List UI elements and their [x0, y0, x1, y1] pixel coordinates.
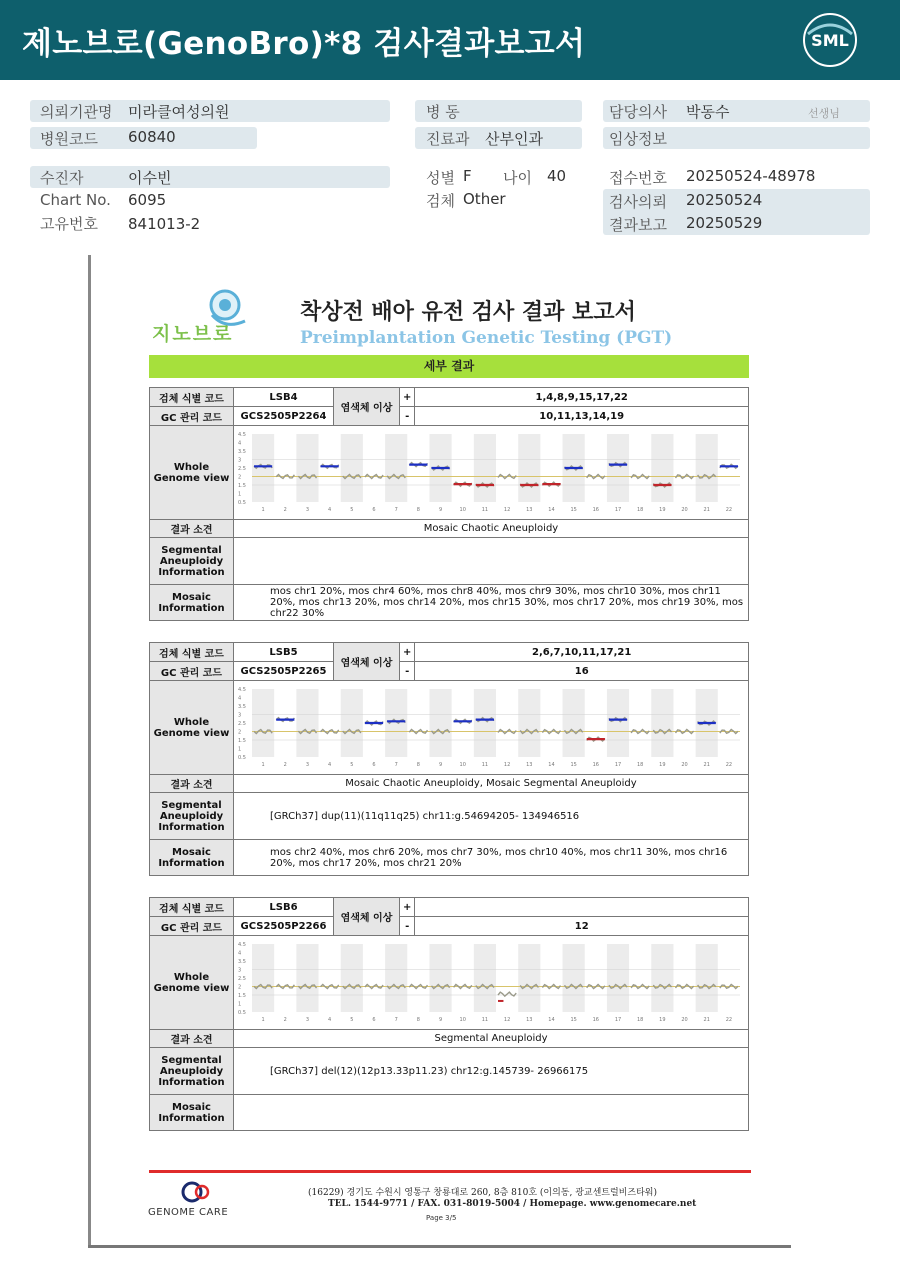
chromosome-band: [651, 689, 673, 757]
x-tick-label: 4: [328, 507, 332, 513]
genome-view-cell: [234, 936, 749, 1030]
x-tick-label: 22: [725, 1017, 733, 1023]
x-tick-label: 7: [394, 762, 398, 768]
header-bar: [0, 0, 900, 80]
institution-value: 미라클여성의원: [128, 103, 230, 121]
x-tick-label: 9: [438, 762, 443, 768]
x-tick-label: 3: [305, 507, 310, 513]
page-edge-left: [88, 255, 91, 1248]
abnormal-label: 염색체 이상: [334, 898, 400, 936]
segmental-label: Segmental Aneuploidy Information: [150, 1048, 234, 1095]
chromosome-band: [296, 434, 318, 502]
y-tick-label: 4.5: [238, 432, 246, 438]
x-tick-label: 21: [703, 507, 710, 513]
y-tick-label: 1: [238, 746, 242, 753]
chromosome-band: [518, 944, 540, 1012]
loss-chromosomes: 10,11,13,14,19: [415, 407, 749, 426]
sex-value: F: [463, 167, 472, 185]
result-label: 결과 소견: [150, 520, 234, 538]
report-value: 20250529: [686, 214, 763, 232]
segmental-label: Segmental Aneuploidy Information: [150, 538, 234, 585]
y-tick-label: 2: [238, 729, 242, 736]
x-tick-label: 19: [659, 1017, 666, 1023]
genome-chart: [236, 938, 744, 1024]
x-tick-label: 1: [261, 507, 265, 513]
y-tick-label: 1: [238, 1001, 242, 1008]
gain-sign: +: [400, 388, 415, 407]
chromosome-band: [474, 944, 496, 1012]
gc-code: GCS2505P2266: [234, 917, 334, 936]
x-tick-label: 19: [659, 507, 666, 513]
genome-care-text: GENOME CARE: [148, 1207, 229, 1218]
result-label: 결과 소견: [150, 1030, 234, 1048]
age-label: 나이: [503, 169, 532, 187]
x-tick-label: 4: [328, 1017, 332, 1023]
chromosome-band: [607, 689, 629, 757]
chromosome-band: [341, 944, 363, 1012]
y-tick-label: 4.5: [238, 942, 246, 948]
x-tick-label: 22: [725, 762, 733, 768]
footer-line: [149, 1170, 751, 1173]
chromosome-band: [252, 689, 274, 757]
y-tick-label: 0.5: [238, 755, 246, 761]
segmental-value: [GRCh37] dup(11)(11q11q25) chr11:g.54694205- 134946516: [234, 793, 749, 840]
x-tick-label: 5: [350, 507, 354, 513]
x-tick-label: 13: [526, 1017, 533, 1023]
id-value: 841013-2: [128, 215, 201, 233]
x-tick-label: 8: [416, 507, 420, 513]
x-tick-label: 14: [548, 507, 555, 513]
sample-code: LSB4: [234, 388, 334, 407]
footer-address: (16229) 경기도 수원시 영통구 창룡대로 260, 8층 810호 (이의동, 광교센트럴비즈타워): [308, 1188, 657, 1198]
x-tick-label: 12: [503, 762, 511, 768]
specimen-value: Other: [463, 190, 506, 208]
gc-code: GCS2505P2264: [234, 407, 334, 426]
x-tick-label: 20: [681, 762, 688, 768]
x-tick-label: 7: [394, 1017, 398, 1023]
x-tick-label: 16: [592, 1017, 600, 1023]
result-value: Mosaic Chaotic Aneuploidy, Mosaic Segmental Aneuploidy: [234, 775, 749, 793]
x-tick-label: 13: [526, 762, 533, 768]
loss-sign: -: [400, 917, 415, 936]
loss-sign: -: [400, 407, 415, 426]
y-tick-label: 1.5: [238, 993, 246, 999]
chromosome-band: [341, 689, 363, 757]
specimen-label: 검체: [426, 192, 455, 210]
x-tick-label: 2: [283, 507, 287, 513]
chromosome-band: [607, 434, 629, 502]
sml-logo-text: SML: [811, 31, 849, 50]
chart-label: Chart No.: [40, 191, 111, 209]
sex-label: 성별: [426, 169, 455, 187]
report-label: 결과보고: [609, 216, 667, 234]
id-label: 고유번호: [40, 215, 98, 233]
hospital-code-value: 60840: [128, 128, 176, 146]
gain-sign: +: [400, 898, 415, 917]
doctor-label: 담당의사: [609, 103, 667, 121]
doctor-value: 박동수: [686, 103, 730, 121]
page-number: Page 3/5: [426, 1214, 457, 1222]
dept-label: 진료과: [426, 130, 470, 148]
y-tick-label: 4: [238, 440, 242, 447]
segmental-value: [234, 538, 749, 585]
gc-code-label: GC 관리 코드: [150, 407, 234, 426]
x-tick-label: 15: [570, 762, 577, 768]
x-tick-label: 10: [459, 1017, 466, 1023]
report-subtitle: Preimplantation Genetic Testing (PGT): [300, 328, 673, 348]
loss-chromosomes: 12: [415, 917, 749, 936]
x-tick-label: 3: [305, 1017, 310, 1023]
x-tick-label: 15: [570, 507, 577, 513]
mosaic-label: Mosaic Information: [150, 840, 234, 876]
y-tick-label: 2: [238, 984, 242, 991]
x-tick-label: 17: [614, 1017, 622, 1023]
x-tick-label: 9: [438, 1017, 443, 1023]
y-tick-label: 1.5: [238, 483, 246, 489]
x-tick-label: 16: [592, 762, 600, 768]
chromosome-band: [252, 944, 274, 1012]
examinee-label: 수진자: [40, 169, 84, 187]
x-tick-label: 9: [438, 507, 443, 513]
y-tick-label: 0.5: [238, 500, 246, 506]
receipt-label: 접수번호: [609, 169, 667, 187]
receipt-value: 20250524-48978: [686, 167, 816, 185]
chromosome-band: [341, 434, 363, 502]
x-tick-label: 13: [526, 507, 533, 513]
examinee-value: 이수빈: [128, 169, 172, 187]
age-value: 40: [547, 167, 567, 185]
section-header: 세부 결과: [149, 355, 749, 378]
examinee-row: [30, 166, 390, 188]
x-tick-label: 14: [548, 1017, 555, 1023]
x-tick-label: 7: [394, 507, 398, 513]
request-label: 검사의뢰: [609, 193, 667, 211]
sample-code: LSB6: [234, 898, 334, 917]
dept-value: 산부인과: [485, 130, 543, 148]
gain-chromosomes: [415, 898, 749, 917]
report-page: [88, 255, 791, 1248]
x-tick-label: 11: [481, 1017, 489, 1023]
mosaic-value: [234, 1095, 749, 1131]
gain-sign: +: [400, 643, 415, 662]
chromosome-band: [651, 944, 673, 1012]
x-tick-label: 2: [283, 762, 287, 768]
x-tick-label: 18: [636, 507, 644, 513]
x-tick-label: 4: [328, 762, 332, 768]
sample-table: [149, 897, 749, 1131]
clinical-label: 임상정보: [609, 130, 667, 148]
chromosome-band: [518, 434, 540, 502]
x-tick-label: 18: [636, 762, 644, 768]
x-tick-label: 20: [681, 1017, 688, 1023]
chromosome-band: [518, 689, 540, 757]
genome-chart: [236, 683, 744, 769]
x-tick-label: 3: [305, 762, 310, 768]
x-tick-label: 10: [459, 762, 466, 768]
x-tick-label: 11: [481, 762, 489, 768]
chromosome-band: [429, 944, 451, 1012]
y-tick-label: 1.5: [238, 738, 246, 744]
x-tick-label: 5: [350, 762, 354, 768]
chromosome-band: [296, 689, 318, 757]
x-tick-label: 19: [659, 762, 666, 768]
genome-view-label: Whole Genome view: [150, 681, 234, 775]
page-edge-bottom: [88, 1245, 791, 1248]
chromosome-band: [474, 434, 496, 502]
y-tick-label: 3.5: [238, 704, 246, 710]
genome-view-cell: [234, 681, 749, 775]
y-tick-label: 3: [238, 712, 242, 719]
genome-view-label: Whole Genome view: [150, 426, 234, 520]
chromosome-band: [474, 689, 496, 757]
y-tick-label: 2.5: [238, 466, 246, 472]
chromosome-band: [385, 434, 407, 502]
mosaic-label: Mosaic Information: [150, 585, 234, 621]
page-title: 제노브로(GenoBro)*8 검사결과보고서: [22, 26, 586, 62]
x-tick-label: 17: [614, 507, 622, 513]
chromosome-band: [429, 689, 451, 757]
sample-code-label: 검체 식별 코드: [150, 388, 234, 407]
segmental-label: Segmental Aneuploidy Information: [150, 793, 234, 840]
chromosome-band: [651, 434, 673, 502]
chromosome-band: [296, 944, 318, 1012]
loss-chromosomes: 16: [415, 662, 749, 681]
request-value: 20250524: [686, 191, 763, 209]
x-tick-label: 11: [481, 507, 489, 513]
hospital-code-label: 병원코드: [40, 130, 98, 148]
y-tick-label: 4.5: [238, 687, 246, 693]
x-tick-label: 18: [636, 1017, 644, 1023]
x-tick-label: 12: [503, 507, 511, 513]
genome-view-cell: [234, 426, 749, 520]
institution-label: 의뢰기관명: [40, 103, 113, 121]
chromosome-band: [563, 689, 585, 757]
abnormal-label: 염색체 이상: [334, 643, 400, 681]
mosaic-value: mos chr2 40%, mos chr6 20%, mos chr7 30%, mos chr10 40%, mos chr11 30%, mos chr16 20%, mos chr17 20%, mos chr21 20%: [234, 840, 749, 876]
x-tick-label: 6: [372, 507, 376, 513]
x-tick-label: 17: [614, 762, 622, 768]
x-tick-label: 12: [503, 1017, 511, 1023]
x-tick-label: 16: [592, 507, 600, 513]
sample-table: [149, 642, 749, 876]
y-tick-label: 3.5: [238, 959, 246, 965]
x-tick-label: 6: [372, 1017, 376, 1023]
genome-view-label: Whole Genome view: [150, 936, 234, 1030]
abnormal-label: 염색체 이상: [334, 388, 400, 426]
mosaic-label: Mosaic Information: [150, 1095, 234, 1131]
ward-label: 병 동: [426, 103, 460, 121]
loss-sign: -: [400, 662, 415, 681]
x-tick-label: 14: [548, 762, 555, 768]
doctor-suffix: 선생님: [808, 107, 840, 120]
chromosome-band: [696, 434, 718, 502]
y-tick-label: 0.5: [238, 1010, 246, 1016]
chromosome-band: [563, 944, 585, 1012]
y-tick-label: 3.5: [238, 449, 246, 455]
y-tick-label: 2.5: [238, 721, 246, 727]
x-tick-label: 6: [372, 762, 376, 768]
sample-table: [149, 387, 749, 621]
gc-code-label: GC 관리 코드: [150, 662, 234, 681]
x-tick-label: 5: [350, 1017, 354, 1023]
chromosome-band: [696, 944, 718, 1012]
x-tick-label: 20: [681, 507, 688, 513]
x-tick-label: 21: [703, 1017, 710, 1023]
signal-trace: [498, 992, 516, 996]
segmental-value: [GRCh37] del(12)(12p13.33p11.23) chr12:g.145739- 26966175: [234, 1048, 749, 1095]
footer-contact: TEL. 1544-9771 / FAX. 031-8019-5004 / Homepage. www.genomecare.net: [328, 1199, 697, 1209]
sample-code-label: 검체 식별 코드: [150, 898, 234, 917]
gain-chromosomes: 2,6,7,10,11,17,21: [415, 643, 749, 662]
y-tick-label: 4: [238, 695, 242, 702]
x-tick-label: 1: [261, 1017, 265, 1023]
y-tick-label: 2: [238, 474, 242, 481]
chart-value: 6095: [128, 191, 167, 209]
chromosome-band: [385, 944, 407, 1012]
x-tick-label: 15: [570, 1017, 577, 1023]
genome-chart: [236, 428, 744, 514]
x-tick-label: 2: [283, 1017, 287, 1023]
result-label: 결과 소견: [150, 775, 234, 793]
y-tick-label: 3: [238, 457, 242, 464]
sample-code: LSB5: [234, 643, 334, 662]
result-value: Segmental Aneuploidy: [234, 1030, 749, 1048]
result-value: Mosaic Chaotic Aneuploidy: [234, 520, 749, 538]
chromosome-band: [607, 944, 629, 1012]
report-title: 착상전 배아 유전 검사 결과 보고서: [300, 300, 636, 325]
x-tick-label: 8: [416, 1017, 420, 1023]
sample-code-label: 검체 식별 코드: [150, 643, 234, 662]
genobro-logo-text: 지노브로: [152, 323, 234, 345]
gain-chromosomes: 1,4,8,9,15,17,22: [415, 388, 749, 407]
y-tick-label: 3: [238, 967, 242, 974]
x-tick-label: 10: [459, 507, 466, 513]
mosaic-value: mos chr1 20%, mos chr4 60%, mos chr8 40%, mos chr9 30%, mos chr10 30%, mos chr11 20%, mos chr13 20%, mos chr14 20%, mos chr15 30%, mos chr17 20%, mos chr19 30%, mos chr22 30%: [234, 585, 749, 621]
x-tick-label: 8: [416, 762, 420, 768]
sml-logo: [802, 12, 858, 68]
y-tick-label: 2.5: [238, 976, 246, 982]
x-tick-label: 22: [725, 507, 733, 513]
x-tick-label: 1: [261, 762, 265, 768]
gc-code: GCS2505P2265: [234, 662, 334, 681]
y-tick-label: 4: [238, 950, 242, 957]
x-tick-label: 21: [703, 762, 710, 768]
gc-code-label: GC 관리 코드: [150, 917, 234, 936]
y-tick-label: 1: [238, 491, 242, 498]
